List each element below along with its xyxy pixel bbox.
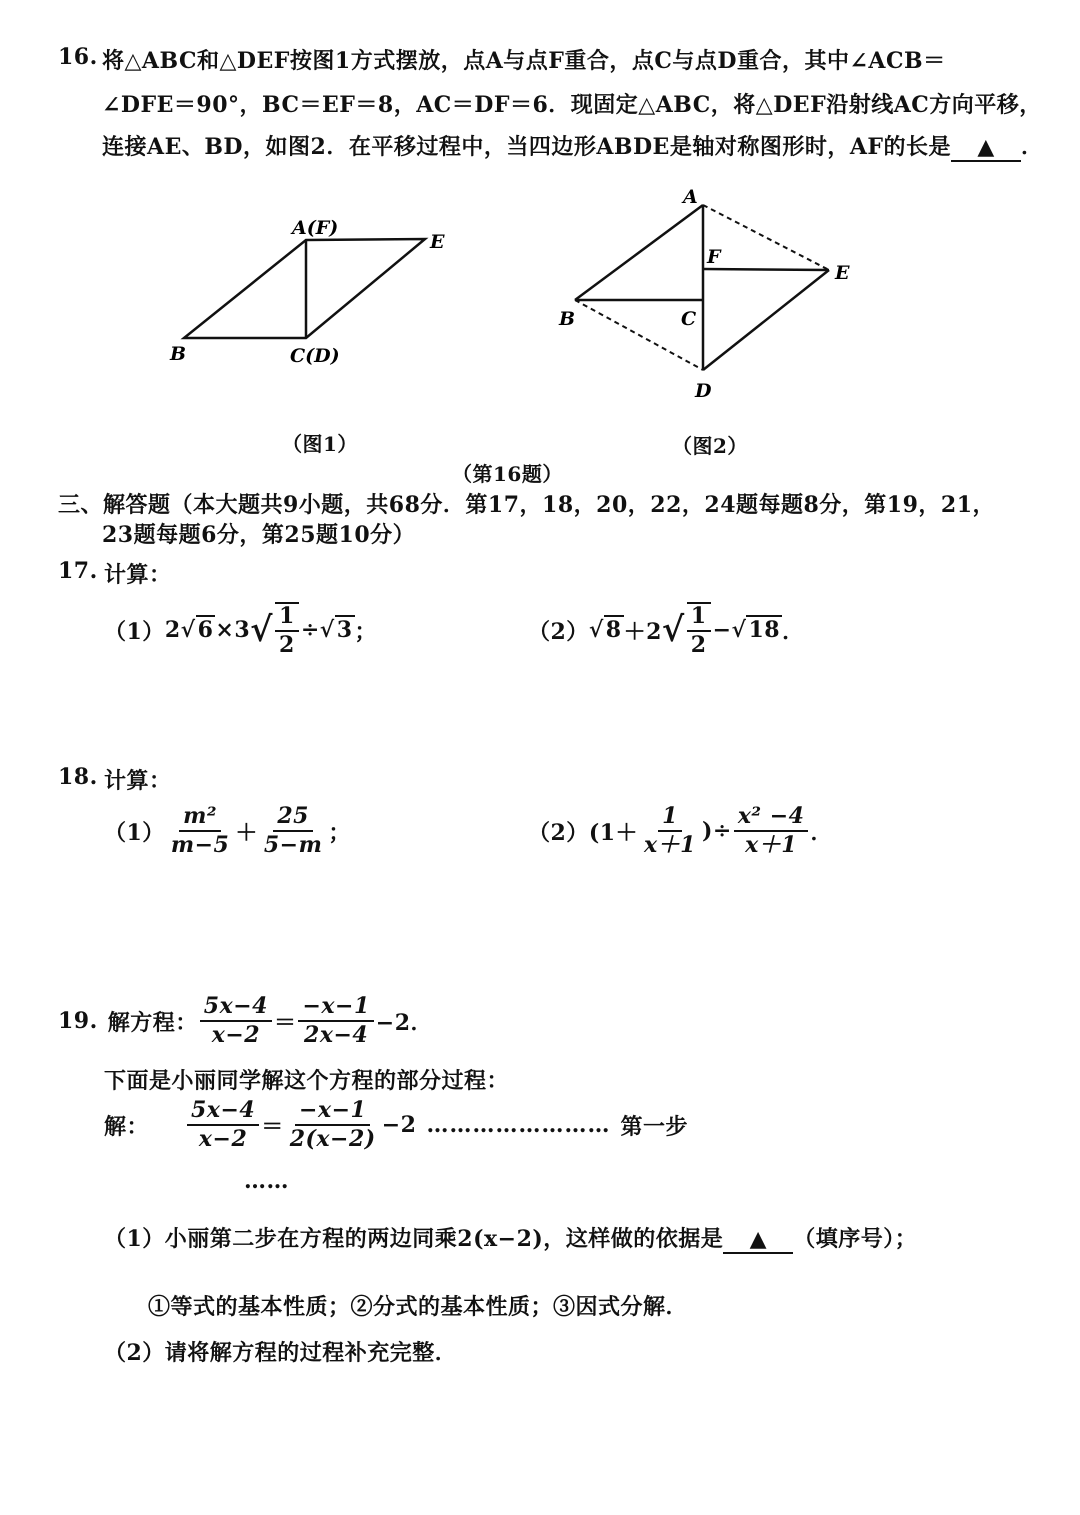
q19-step1-fraction1 (187, 1098, 259, 1153)
q17-p2-radicand2: 18 (748, 617, 781, 644)
q18-p2-end: ． (810, 819, 833, 846)
q17-part1 (104, 602, 377, 659)
fig1-label-a: A(F) (292, 217, 339, 239)
q19-eq-fraction2 (298, 994, 373, 1049)
q16-line3-end: ． (1021, 134, 1044, 160)
q19-eq-den2: 2x−4 (304, 1022, 369, 1049)
q17-p2-label: （2） (528, 618, 589, 645)
q19-eq-fraction1 (200, 994, 272, 1049)
q17-p1-den: 2 (279, 632, 295, 659)
q18-p2-den2: x＋1 (745, 832, 798, 859)
q17-p2-den: 2 (690, 632, 707, 659)
q18-part1 (104, 804, 351, 859)
q16-line2: ∠DFE＝90°，BC＝EF＝8，AC＝DF＝6．现固定△ABC，将△DEF沿射线AC方向平移， (102, 92, 1042, 118)
q18-p2-den1: x＋1 (644, 832, 696, 859)
q19-solution-label: 解： (104, 1113, 150, 1140)
q19-step1-num1: 5x−4 (187, 1098, 259, 1126)
q16-line1: 将△ABC和△DEF按图1方式摆放，点A与点F重合，点C与点D重合，其中∠ACB＝ (102, 48, 946, 74)
q19-step1-label: 第一步 (620, 1113, 688, 1140)
q19-eq-num2: −x−1 (298, 994, 373, 1022)
q19-step1-den1: x−2 (198, 1126, 248, 1153)
q18-p2-fraction1 (640, 804, 700, 859)
fig2-caption: （图2） (672, 434, 748, 458)
q17-p1-op2: ÷ (300, 617, 320, 644)
q18-p2-num2: x² −4 (734, 804, 809, 832)
q19-step1-dots: …………………… (426, 1112, 611, 1139)
q16-line3-text: 连接AE、BD，如图2．在平移过程中，当四边形ABDE是轴对称图形时，AF的长是 (102, 134, 952, 160)
q18-p1-label: （1） (104, 819, 165, 846)
q19-header (58, 994, 433, 1049)
q19-ellipsis: …… (244, 1168, 289, 1194)
q18-p1-fraction1 (167, 804, 234, 859)
q16-answer-blank[interactable]: ▲ (951, 134, 1021, 162)
q17-number: 17. (58, 558, 98, 584)
q17-p2-num: 1 (687, 604, 711, 632)
q18-p1-den2: 5−m (263, 832, 323, 859)
q17-p1-num: 1 (275, 604, 299, 632)
q17-p1-coef: 2 (164, 617, 181, 644)
fig2-label-f: F (707, 246, 721, 268)
q18-p2-num1: 1 (658, 804, 682, 832)
q18-p1-num2: 25 (273, 804, 313, 832)
q17-p2-fraction (687, 602, 711, 659)
q19-eq-num1: 5x−4 (200, 994, 272, 1022)
figure-1 (160, 210, 460, 370)
fig2-segment-ab (575, 205, 703, 300)
fig1-label-c: C(D) (290, 345, 340, 367)
q18-p1-end: ； (328, 819, 351, 846)
q19-sub1-blank[interactable]: ▲ (723, 1226, 793, 1254)
q19-step1-den2: 2(x−2) (289, 1126, 376, 1153)
q17-p2-op2: − (712, 617, 732, 644)
q17-p1-label: （1） (104, 618, 165, 645)
section3-line2: 23题每题6分，第25题10分） (102, 522, 416, 548)
q19-step1-tail: −2 (381, 1112, 417, 1139)
q19-step1 (104, 1098, 688, 1153)
q17-title: 计算： (104, 562, 172, 588)
q19-sub2: （2）请将解方程的过程补充完整． (104, 1340, 458, 1366)
q19-step1-fraction2 (286, 1098, 380, 1153)
fig2-dashed-ae (703, 205, 829, 270)
fig1-caption: （图1） (282, 432, 358, 456)
fig2-label-a: A (683, 186, 698, 208)
q19-eq-den1: x−2 (211, 1022, 261, 1049)
q19-sub1-end: （填序号）； (793, 1226, 918, 1252)
q19-sub1-text: （1）小丽第二步在方程的两边同乘2(x−2)，这样做的依据是 (104, 1226, 724, 1252)
fig2-segment-fe (703, 269, 829, 270)
q16-number: 16. (58, 44, 98, 70)
q17-p1-fraction (275, 602, 299, 659)
q17-p1-sqrt-symbol: √ (250, 610, 274, 651)
q18-p2-pre: (1＋ (588, 819, 639, 846)
q18-p1-den1: m−5 (170, 832, 230, 859)
q19-step1-num2: −x−1 (295, 1098, 370, 1126)
fig2-label-b: B (559, 308, 576, 330)
fig2-label-c: C (681, 308, 697, 330)
q17-p1-radicand2: 3 (336, 617, 353, 644)
q18-p1-num1: m² (179, 804, 221, 832)
q18-p2-label: （2） (528, 819, 589, 846)
q17-p1-sqrt3: √3 (319, 617, 353, 644)
q18-part2 (528, 804, 833, 859)
fig1-parallelogram (184, 239, 425, 338)
q17-p1-radicand1: 6 (197, 617, 214, 644)
q18-p2-fraction2 (734, 804, 809, 859)
q18-p1-fraction2 (260, 804, 327, 859)
q19-eq-equals: ＝ (273, 1009, 297, 1036)
fig1-label-e: E (430, 231, 445, 253)
q17-p2-op1: ＋2 (623, 618, 662, 645)
q17-p2-sqrt8: √8 (588, 617, 622, 644)
q17-part2 (528, 602, 805, 659)
figure-2 (555, 185, 865, 405)
q19-title: 解方程： (107, 1009, 198, 1036)
q17-p2-end: ． (782, 618, 805, 645)
q16-caption: （第16题） (452, 462, 563, 486)
fig2-label-d: D (695, 380, 712, 402)
q17-p1-end: ； (354, 618, 378, 645)
q18-title: 计算： (104, 768, 172, 794)
q19-step1-equals: ＝ (261, 1113, 284, 1140)
q18-p2-mid: )÷ (701, 818, 732, 845)
fig1-label-b: B (170, 343, 187, 365)
q18-p1-op: ＋ (235, 819, 258, 846)
q17-p2-radicand1: 8 (605, 617, 622, 644)
section3-line1: 三、解答题（本大题共9小题，共68分．第17，18，20，22，24题每题8分，第19，21， (58, 492, 996, 518)
fig2-segment-ed (703, 270, 829, 370)
q19-number: 19. (58, 1008, 98, 1035)
q17-p2-sqrt18: √18 (731, 617, 781, 644)
q17-p1-op1: ×3 (215, 617, 251, 644)
q18-number: 18. (58, 764, 98, 790)
q19-eq-tail: −2． (375, 1009, 434, 1036)
q19-intro: 下面是小丽同学解这个方程的部分过程： (104, 1068, 510, 1094)
q17-p1-sqrt6: √6 (180, 617, 214, 644)
q17-p2-sqrt-symbol: √ (661, 610, 685, 651)
q19-sub1 (104, 1222, 917, 1254)
q19-options: ①等式的基本性质；②分式的基本性质；③因式分解． (148, 1294, 689, 1320)
q16-line3 (102, 130, 1044, 162)
fig2-label-e: E (835, 262, 850, 284)
